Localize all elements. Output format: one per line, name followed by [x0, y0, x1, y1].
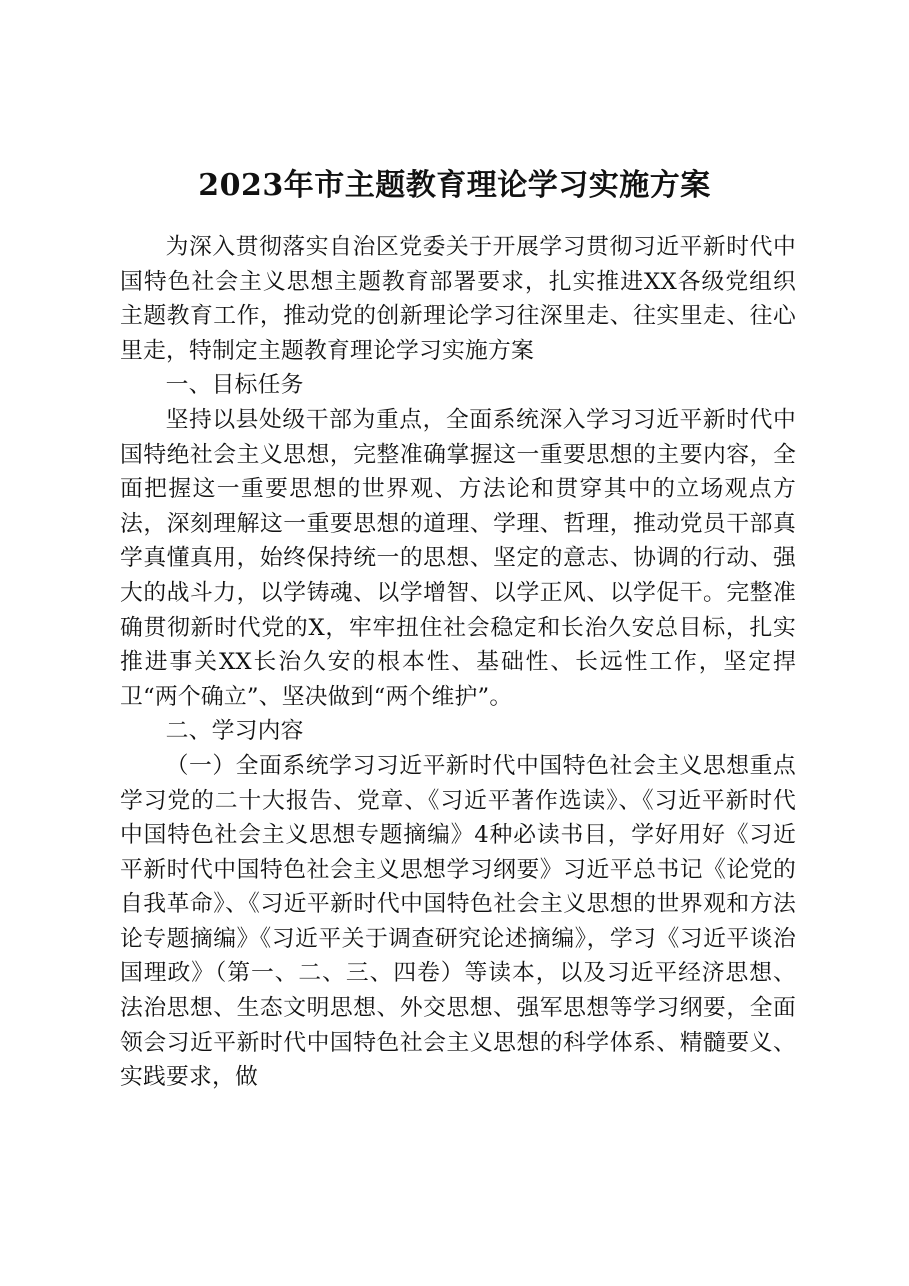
section-heading-goals: 一、目标任务 [165, 372, 304, 399]
document-title: 2023年市主题教育理论学习实施方案 [198, 168, 711, 203]
section-heading-content: 二、学习内容 [165, 718, 304, 745]
goals-paragraph: 坚持以县处级干部为重点，全面系统深入学习习近平新时代中国特绝社会主义思想，完整准确掌握这一重要思想的主要内容，全面把握这一重要思想的世界观、方法论和贯穿其中的立场观点方法，深刻理解这一重要思想的道理、学理、哲理，推动党员干部真学真懂真用，始终保持统一的思想、坚定的意志、协调的行动、强大的战斗力，以学铸魂、以学增智、以学正风、以学促干。完整准确贯彻新时代党的X，牢牢扭住社会稳定和长治久安总目标，扎实推进事关XX长治久安的根本性、基础性、长远性工作，坚定捍卫“两个确立”、坚决做到“两个维护”。 [120, 406, 796, 710]
content-item-1-paragraph: （一）全面系统学习习近平新时代中国特色社会主义思想重点学习党的二十大报告、党章、《习近平著作选读》、《习近平新时代中国特色社会主义思想专题摘编》4种必读书目，学好用好《习近平新时代中国特色社会主义思想学习纲要》习近平总书记《论党的自我革命》、《习近平新时代中国特色社会主义思想的世界观和方法论专题摘编》《习近平关于调查研究论述摘编》，学习《习近平谈治国理政》（第一、二、三、四卷）等读本，以及习近平经济思想、法治思想、生态文明思想、外交思想、强军思想等学习纲要，全面领会习近平新时代中国特色社会主义思想的科学体系、精髓要义、实践要求，做 [120, 752, 796, 1091]
intro-paragraph: 为深入贯彻落实自治区党委关于开展学习贯彻习近平新时代中国特色社会主义思想主题教育部署要求，扎实推进XX各级党组织主题教育工作，推动党的创新理论学习往深里走、往实里走、往心里走，特制定主题教育理论学习实施方案 [120, 234, 796, 364]
document-body [120, 230, 796, 1095]
